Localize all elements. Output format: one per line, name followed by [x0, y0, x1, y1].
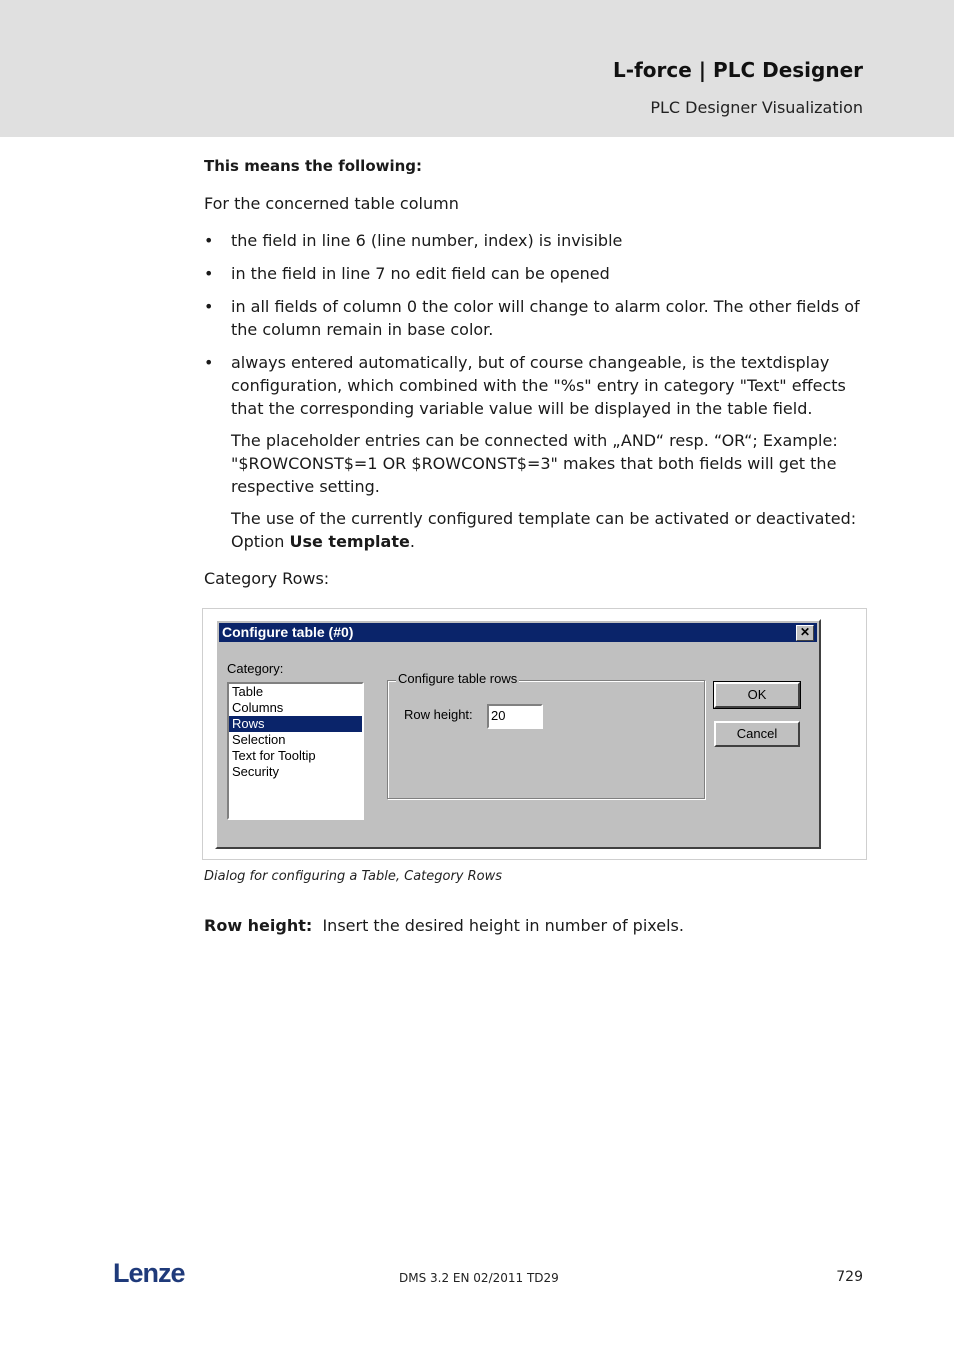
- category-item-selection[interactable]: Selection: [232, 732, 286, 747]
- bullet-item: • always entered automatically, but of course changeable, is the textdisplay configuration, which combined with the "%s" entry in category "Text" effects that the corresponding variable value will be displayed in the table field.: [204, 351, 864, 420]
- category-item-security[interactable]: Security: [232, 764, 279, 779]
- group-title: Configure table rows: [398, 671, 518, 686]
- bullet-list: [204, 229, 864, 420]
- row-height-description: [204, 916, 684, 935]
- row-height-label: Row height:: [404, 707, 473, 722]
- main-content: [204, 155, 864, 590]
- ok-button[interactable]: OK: [714, 682, 800, 708]
- dialog-screenshot: [202, 608, 867, 860]
- bullet-item: • in the field in line 7 no edit field can be opened: [204, 262, 864, 285]
- use-template-term: Use template: [289, 532, 410, 551]
- table-rows-group: [387, 671, 705, 799]
- dialog-titlebar: [219, 623, 817, 642]
- row-height-text: Insert the desired height in number of pixels.: [322, 916, 684, 935]
- category-item-table[interactable]: Table: [232, 684, 264, 699]
- page-header: [0, 0, 954, 137]
- row-height-input[interactable]: 20: [487, 704, 543, 729]
- close-icon[interactable]: ✕: [796, 625, 814, 641]
- bullet-item: • the field in line 6 (line number, index) is invisible: [204, 229, 864, 252]
- configure-table-dialog: [215, 619, 821, 849]
- template-paragraph: [204, 507, 864, 553]
- category-item-columns[interactable]: Columns: [232, 700, 284, 715]
- category-label: Category:: [227, 661, 284, 676]
- lenze-logo: Lenze: [113, 1258, 185, 1288]
- category-listbox[interactable]: [227, 682, 364, 820]
- category-item-tooltip[interactable]: Text for Tooltip: [232, 748, 316, 763]
- page-number: 729: [836, 1269, 863, 1285]
- bullet-item: • in all fields of column 0 the color will change to alarm color. The other fields of the column remain in base color.: [204, 295, 864, 341]
- template-text: The use of the currently configured template can be activated or deactivated: Option: [231, 509, 857, 551]
- intro-paragraph: For the concerned table column: [204, 194, 459, 213]
- header-title: L-force | PLC Designer: [613, 58, 863, 82]
- document-id: DMS 3.2 EN 02/2011 TD29: [399, 1271, 559, 1285]
- category-item-rows[interactable]: Rows: [229, 716, 362, 732]
- section-heading: This means the following:: [204, 157, 423, 175]
- row-height-term: Row height:: [204, 916, 313, 935]
- figure-caption: Dialog for configuring a Table, Category Rows: [204, 869, 503, 884]
- cancel-button[interactable]: Cancel: [714, 721, 800, 747]
- category-rows-label: Category Rows:: [204, 569, 330, 588]
- template-suffix: .: [409, 532, 415, 551]
- dialog-title: Configure table (#0): [222, 624, 354, 640]
- placeholder-paragraph: The placeholder entries can be connected with „AND“ resp. “OR“; Example: "$ROWCONST$=1 OR $ROWCONST$=3" makes that both fields will get the respective setting.: [231, 431, 838, 496]
- header-subtitle: PLC Designer Visualization: [650, 98, 863, 117]
